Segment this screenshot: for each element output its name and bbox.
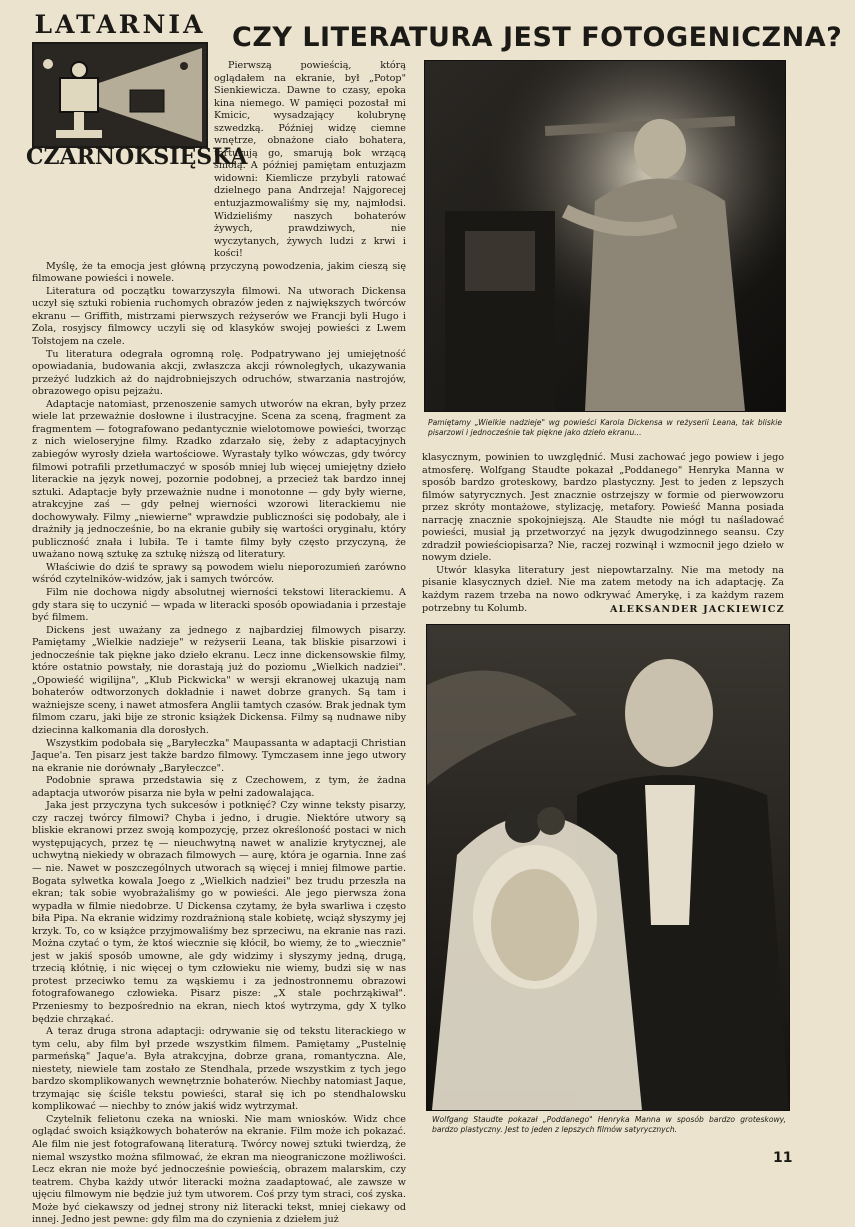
paragraph: Pierwszą powieścią, którą oglądałem na ekranie, był „Potop" Sienkiewicza. Dawne to czasy, epoka kina niemego. W pamięci pozostał mi Kmicic, wysadzający kolubrynę szwedzką. Później widzę ciemne wnętrze, obnażone ciało bohatera, torturują go, smarują bok wrzącą smołą. A później pamiętam entuzjazm widowni: Kiemlicze przybyli ratować dzielnego pana Andrzeja! Najgorecej entuzjazmowaliśmy się my, najmłodsi. Widzieliśmy naszych bohaterów żywych, prawdziwych, nie wyczytanych, żywych ludzi z krwi i kości! [214,60,406,260]
paragraph: Myślę, że ta emocja jest główną przyczyną powodzenia, jakim cieszą się filmowane powieści i nowele. [32,260,406,285]
logo-title-bottom: CZARNOKSIĘSKA [26,144,248,170]
article-column-right [422,452,784,615]
author-byline: ALEKSANDER JACKIEWICZ [610,604,785,615]
paragraph: Film nie dochowa nigdy absolutnej wierności tekstowi literackiemu. A gdy stara się to uczynić — wpada w literacki sposób opowiadania i przestaje być filmem. [32,586,406,624]
paragraph: Literatura od początku towarzyszyła filmowi. Na utworach Dickensa uczył się sztuki robienia ruchomych obrazów jeden z największych twórców ekranu — Griffith, mistrzami pierwszych reżyserów we Francji byli Hugo i Zola, rosyjscy filmowcy uczyli się od klasyków swojej powieści z Lwem Tołstojem na czele. [32,285,406,348]
paragraph: Dickens jest uważany za jednego z najbardziej filmowych pisarzy. Pamiętamy „Wielkie nadzieje" w reżyserii Leana, tak bliskie pisarzowi i jednocześnie tak piękne jako dzieło ekranu. Lecz inne dickensowskie filmy, które ostatnio powstały, nie dorastają już do poziomu „Wielkich nadziei". „Opowieść wigilijna", „Klub Pickwicka" w wersji ekranowej ukazują nam bohaterów odtworzonych dokładnie i nawet dobrze granych. Są tam i ważniejsze sceny, i nawet atmosfera Anglii tamtych czasów. Brak jednak tym filmom czaru, jaki bije ze stronic książek Dickensa. Filmy są nudnawe niby dziecinna kalkomania dla dorosłych. [32,624,406,736]
page-number: 11 [773,1150,793,1166]
paragraph: A teraz druga strona adaptacji: odrywanie się od tekstu literackiego w tym celu, aby film był przede wszystkim filmem. Pamiętamy „Pustelnię parmeńską" Jaque'a. Była atrakcyjna, dobrze grana, romantyczna. Ale, niestety, niewiele tam zostało ze Stendhala, przede wszystkim z tych jego bardzo skomplikowanych wewnętrznie bohaterów. Niechby natomiast Jaque, trzymając się ściśle tekstu powieści, starał się ich po stendhalowsku komplikować — niechby to znów jakiś widz wytrzymał. [32,1026,406,1113]
logo-title-top: LATARNIA [34,10,206,39]
paragraph: Jaka jest przyczyna tych sukcesów i potknięć? Czy winne teksty pisarzy, czy raczej twórcy filmowi? Chyba i jedno, i drugie. Niektóre utwory są bliskie ekranowi przez swoją kompozycję, przez określoność postaci w nich występujących, przez tę — nieuchwytną nawet w analizie krytycznej, ale uchwytną niekiedy w obrazach filmowych — aurę, która je ogarnia. Inne zaś — nie. Nawet w poszczególnych utworach są więcej i mniej filmowe partie. Bogata sylwetka kowala Joego z „Wielkich nadziei" bez trudu przeszła na ekran; tak sobie wyobrażaliśmy go w powieści. Ale jego pierwsza żona wypadła w filmie niedobrze. U Dickensa czytamy, że była swarliwa i często biła Pipa. Na ekranie widzimy rozdrażnioną stale kobietę, wciąż słyszymy jej krzyk. To, co w książce przyjmowaliśmy bez sprzeciwu, na ekranie nas razi. Można czytać o tym, że ktoś wiecznie się kłócił, bo wiemy, że to „wiecznie" jest w jakiś sposób umowne, ale gdy widzimy i słyszymy jedną, drugą, trzecią kłótnię, i nic więcej o tym człowieku nie wiemy, budzi się w nas protest przeciwko temu za wąskiemu i za jednostronnemu obrazowi fotografowanego człowieka. Pisarz pisze: „X stale pochrząkiwał". Przeniesmy to bezpośrednio na ekran, niech ktoś wytrzyma, gdy X tylko będzie chrząkać. [32,800,406,1025]
paragraph: Tu literatura odegrała ogromną rolę. Podpatrywano jej umiejętność opowiadania, budowania akcji, zwłaszcza akcji równoległych, ukazywania przeżyć ludzkich aż do najdrobniejszych odruchów, stwarzania nastrojów, obrazowego opisu pejzażu. [32,348,406,398]
article-headline: CZY LITERATURA JEST FOTOGENICZNA? [232,22,843,53]
paragraph: klasycznym, powinien to uwzględnić. Musi zachować jego powiew i jego atmosferę. Wolfgang Staudte pokazał „Poddanego" Henryka Manna w sposób bardzo groteskowy, bardzo plastyczny. Jest to jeden z lepszych filmów satyrycznych. Jest znacznie ostrzejszy w formie od pierwowzoru przez skróty montażowe, stylizację, metafory. Powieść Manna posiada narrację znacznie spokojniejszą. Ale Staudte nie mógł tu naśladować powieści, musiał ją przetworzyć na język dwugodzinnego seansu. Czy zdradził powieściopisarza? Nie, raczej rozwinął i wzmocnił jego dzieło w nowym dziele. [422,452,784,564]
photo-caption: Pamiętamy „Wielkie nadzieje" wg powieści Karola Dickensa w reżyserii Leana, tak bliskie pisarzowi i jednocześnie tak piękne jako dzieło ekranu... [428,418,782,437]
paragraph: Czytelnik felietonu czeka na wnioski. Nie mam wniosków. Widz chce oglądać swoich książkowych bohaterów na ekranie. Film może ich pokazać. Ale film nie jest fotografowaną literaturą. Twórcy nowej sztuki twierdzą, że niemal wszystko można sfilmować, że ekran ma nieograniczone możliwości. Lecz ekran nie może być jednocześnie powieścią, obrazem malarskim, czy teatrem. Chyba każdy utwór literacki można zaadaptować, ale zawsze w ujęciu filmowym nie będzie już tym utworem. Coś przy tym straci, coś zyska. Może być ciekawszy od jednej strony niż literacki tekst, mniej ciekawy od innej. Jedno jest pewne: gdy film ma do czynienia z dziełem już [32,1113,406,1226]
film-still-der-untertan [426,624,790,1111]
film-still-great-expectations [424,60,786,412]
paragraph: Wszystkim podobała się „Baryłeczka" Maupassanta w adaptacji Christian Jaque'a. Ten pisarz jest także bardzo filmowy. Tymczasem inne jego utwory na ekranie nie dorównały „Baryłeczce". [32,737,406,774]
paragraph: Podobnie sprawa przedstawia się z Czechowem, z tym, że żadna adaptacja utworów pisarza nie była w pełni zadowalająca. [32,775,406,799]
paragraph: Właściwie do dziś te sprawy są powodem wielu nieporozumień zarówno wśród czytelników-widzów, jak i samych twórców. [32,561,406,586]
article-column-left [32,60,406,1227]
paragraph: Adaptacje natomiast, przenoszenie samych utworów na ekran, były przez wiele lat przeważnie dosłowne i ilustracyjne. Scena za sceną, fragment za fragmentem — fotografowano pedantycznie wielotomowe powieści, tworząc z nich wieloseryjne filmy. Rzadko zdarzało się, żeby z adaptacyjnych zabiegów wyrosły dzieła wartościowe. Wyrastały tylko wówczas, gdy twórcy filmowi potrafili przetłumaczyć w sposób mniej lub więcej umiejętny dzieło literackie na język nowej, pozornie podobnej, a przecież tak bardzo innej sztuki. Adaptacje były przeważnie nudne i monotonne — gdy były wierne, atrakcyjne zaś — gdy pełnej wierności wzorowi literackiemu nie dochowywały. Filmy „niewierne" wprawdzie publiczności się podobały, ale i drażniły ją jednocześnie, bo na ekranie gubiły się wartości oryginału, który publiczność znała i lubiła. Te i tamte filmy były często przyczyną, że uważano nową sztukę za sztukę niższą od literatury. [32,398,406,561]
photo-caption: Wolfgang Staudte pokazał „Poddanego" Henryka Manna w sposób bardzo groteskowy, bardzo plastyczny. Jest to jeden z lepszych filmów satyrycznych. [432,1115,786,1134]
paragraph: Utwór klasyka literatury jest niepowtarzalny. Nie ma metody na pisanie klasycznych dzieł. Nie ma zatem metody na ich adaptację. Za każdym razem trzeba na nowo odkrywać Amerykę, i za każdym razem potrzebny tu Kolumb. [422,564,784,614]
